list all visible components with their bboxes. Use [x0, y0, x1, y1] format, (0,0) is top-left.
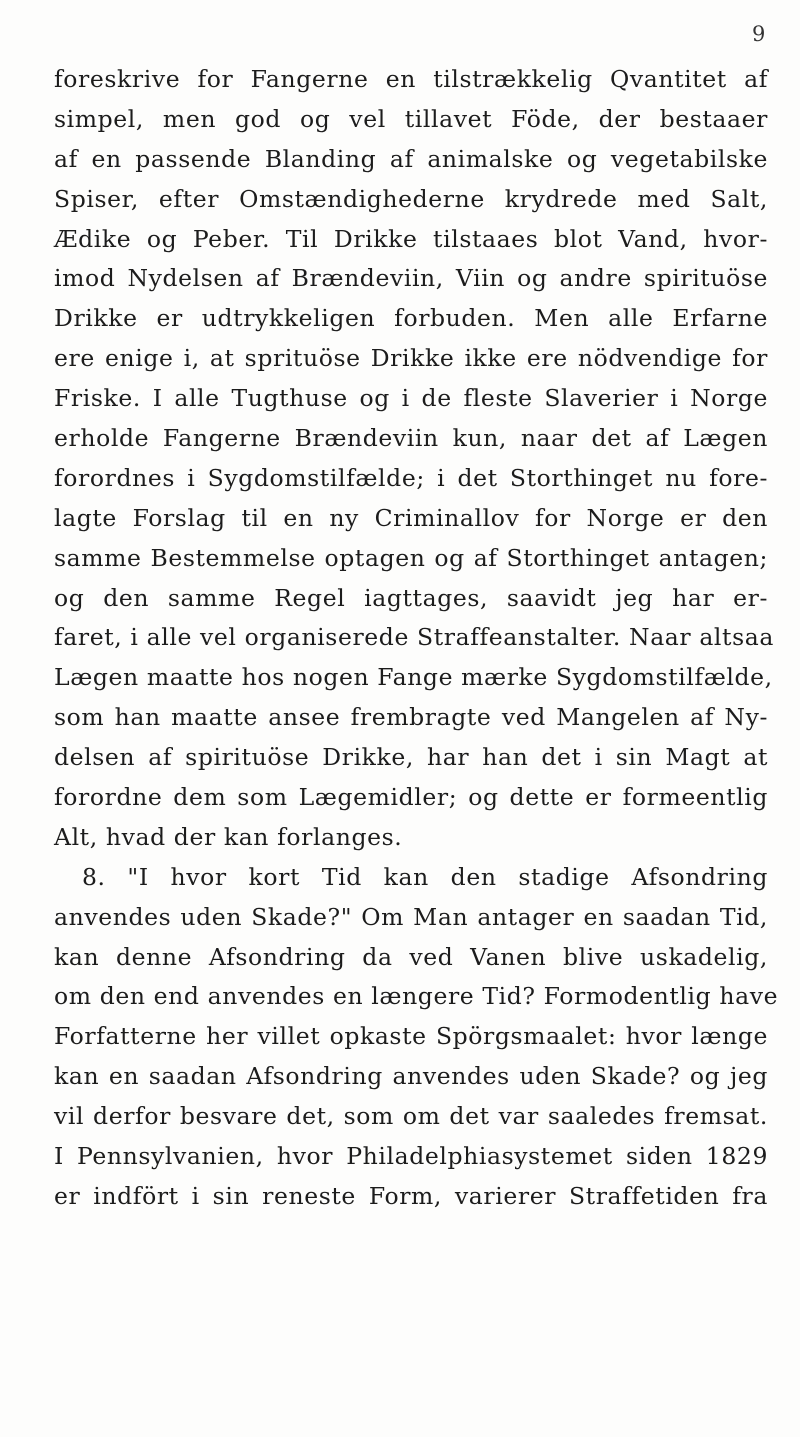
text-line: som han maatte ansee frembragte ved Mangelen af Ny- [54, 703, 768, 732]
page-number: 9 [752, 22, 766, 46]
text-line: Drikke er udtrykkeligen forbuden. Men alle Erfarne [54, 304, 768, 333]
text-line: imod Nydelsen af Brændeviin, Viin og andre spirituöse [54, 264, 768, 293]
section-heading-line: 8. "I hvor kort Tid kan den stadige Afsondring [82, 862, 768, 891]
text-line: Forfatterne her villet opkaste Spörgsmaalet: hvor længe [54, 1022, 768, 1051]
text-line: og den samme Regel iagttages, saavidt jeg har er- [54, 583, 768, 612]
text-line: simpel, men god og vel tillavet Föde, der bestaaer [54, 104, 768, 133]
text-line: om den end anvendes en længere Tid? Formodentlig have [54, 982, 779, 1011]
text-line: vil derfor besvare det, som om det var saaledes fremsat. [54, 1102, 768, 1131]
text-line: erholde Fangerne Brændeviin kun, naar det af Lægen [54, 424, 768, 453]
text-line: delsen af spirituöse Drikke, har han det i sin Magt at [54, 743, 768, 772]
text-line: af en passende Blanding af animalske og vegetabilske [54, 144, 768, 173]
text-line: forordnes i Sygdomstilfælde; i det Storthinget nu fore- [54, 463, 768, 492]
text-line: forordne dem som Lægemidler; og dette er formeentlig [54, 783, 768, 812]
text-line: Friske. I alle Tugthuse og i de fleste Slaverier i Norge [54, 384, 768, 413]
text-line: Lægen maatte hos nogen Fange mærke Sygdomstilfælde, [54, 663, 773, 692]
text-line: ere enige i, at sprituöse Drikke ikke ere nödvendige for [54, 344, 768, 373]
text-line: kan denne Afsondring da ved Vanen blive uskadelig, [54, 942, 768, 971]
text-line: foreskrive for Fangerne en tilstrækkelig Qvantitet af [54, 65, 768, 93]
text-line: kan en saadan Afsondring anvendes uden Skade? og jeg [54, 1062, 768, 1091]
text-line: Alt, hvad der kan forlanges. [54, 822, 403, 851]
text-line: er indfört i sin reneste Form, varierer Straffetiden fra [54, 1181, 768, 1210]
body-text [54, 60, 779, 1217]
text-line: samme Bestemmelse optagen og af Storthinget antagen; [54, 543, 768, 572]
text-line: Ædike og Peber. Til Drikke tilstaaes blot Vand, hvor- [54, 224, 768, 253]
text-line: faret, i alle vel organiserede Straffeanstalter. Naar altsaa [54, 623, 774, 652]
text-line: anvendes uden Skade?" Om Man antager en saadan Tid, [54, 902, 768, 931]
text-line: Spiser, efter Omstændighederne krydrede med Salt, [54, 184, 768, 213]
text-line: lagte Forslag til en ny Criminallov for Norge er den [54, 503, 768, 532]
text-line: I Pennsylvanien, hvor Philadelphiasystemet siden 1829 [54, 1142, 768, 1171]
